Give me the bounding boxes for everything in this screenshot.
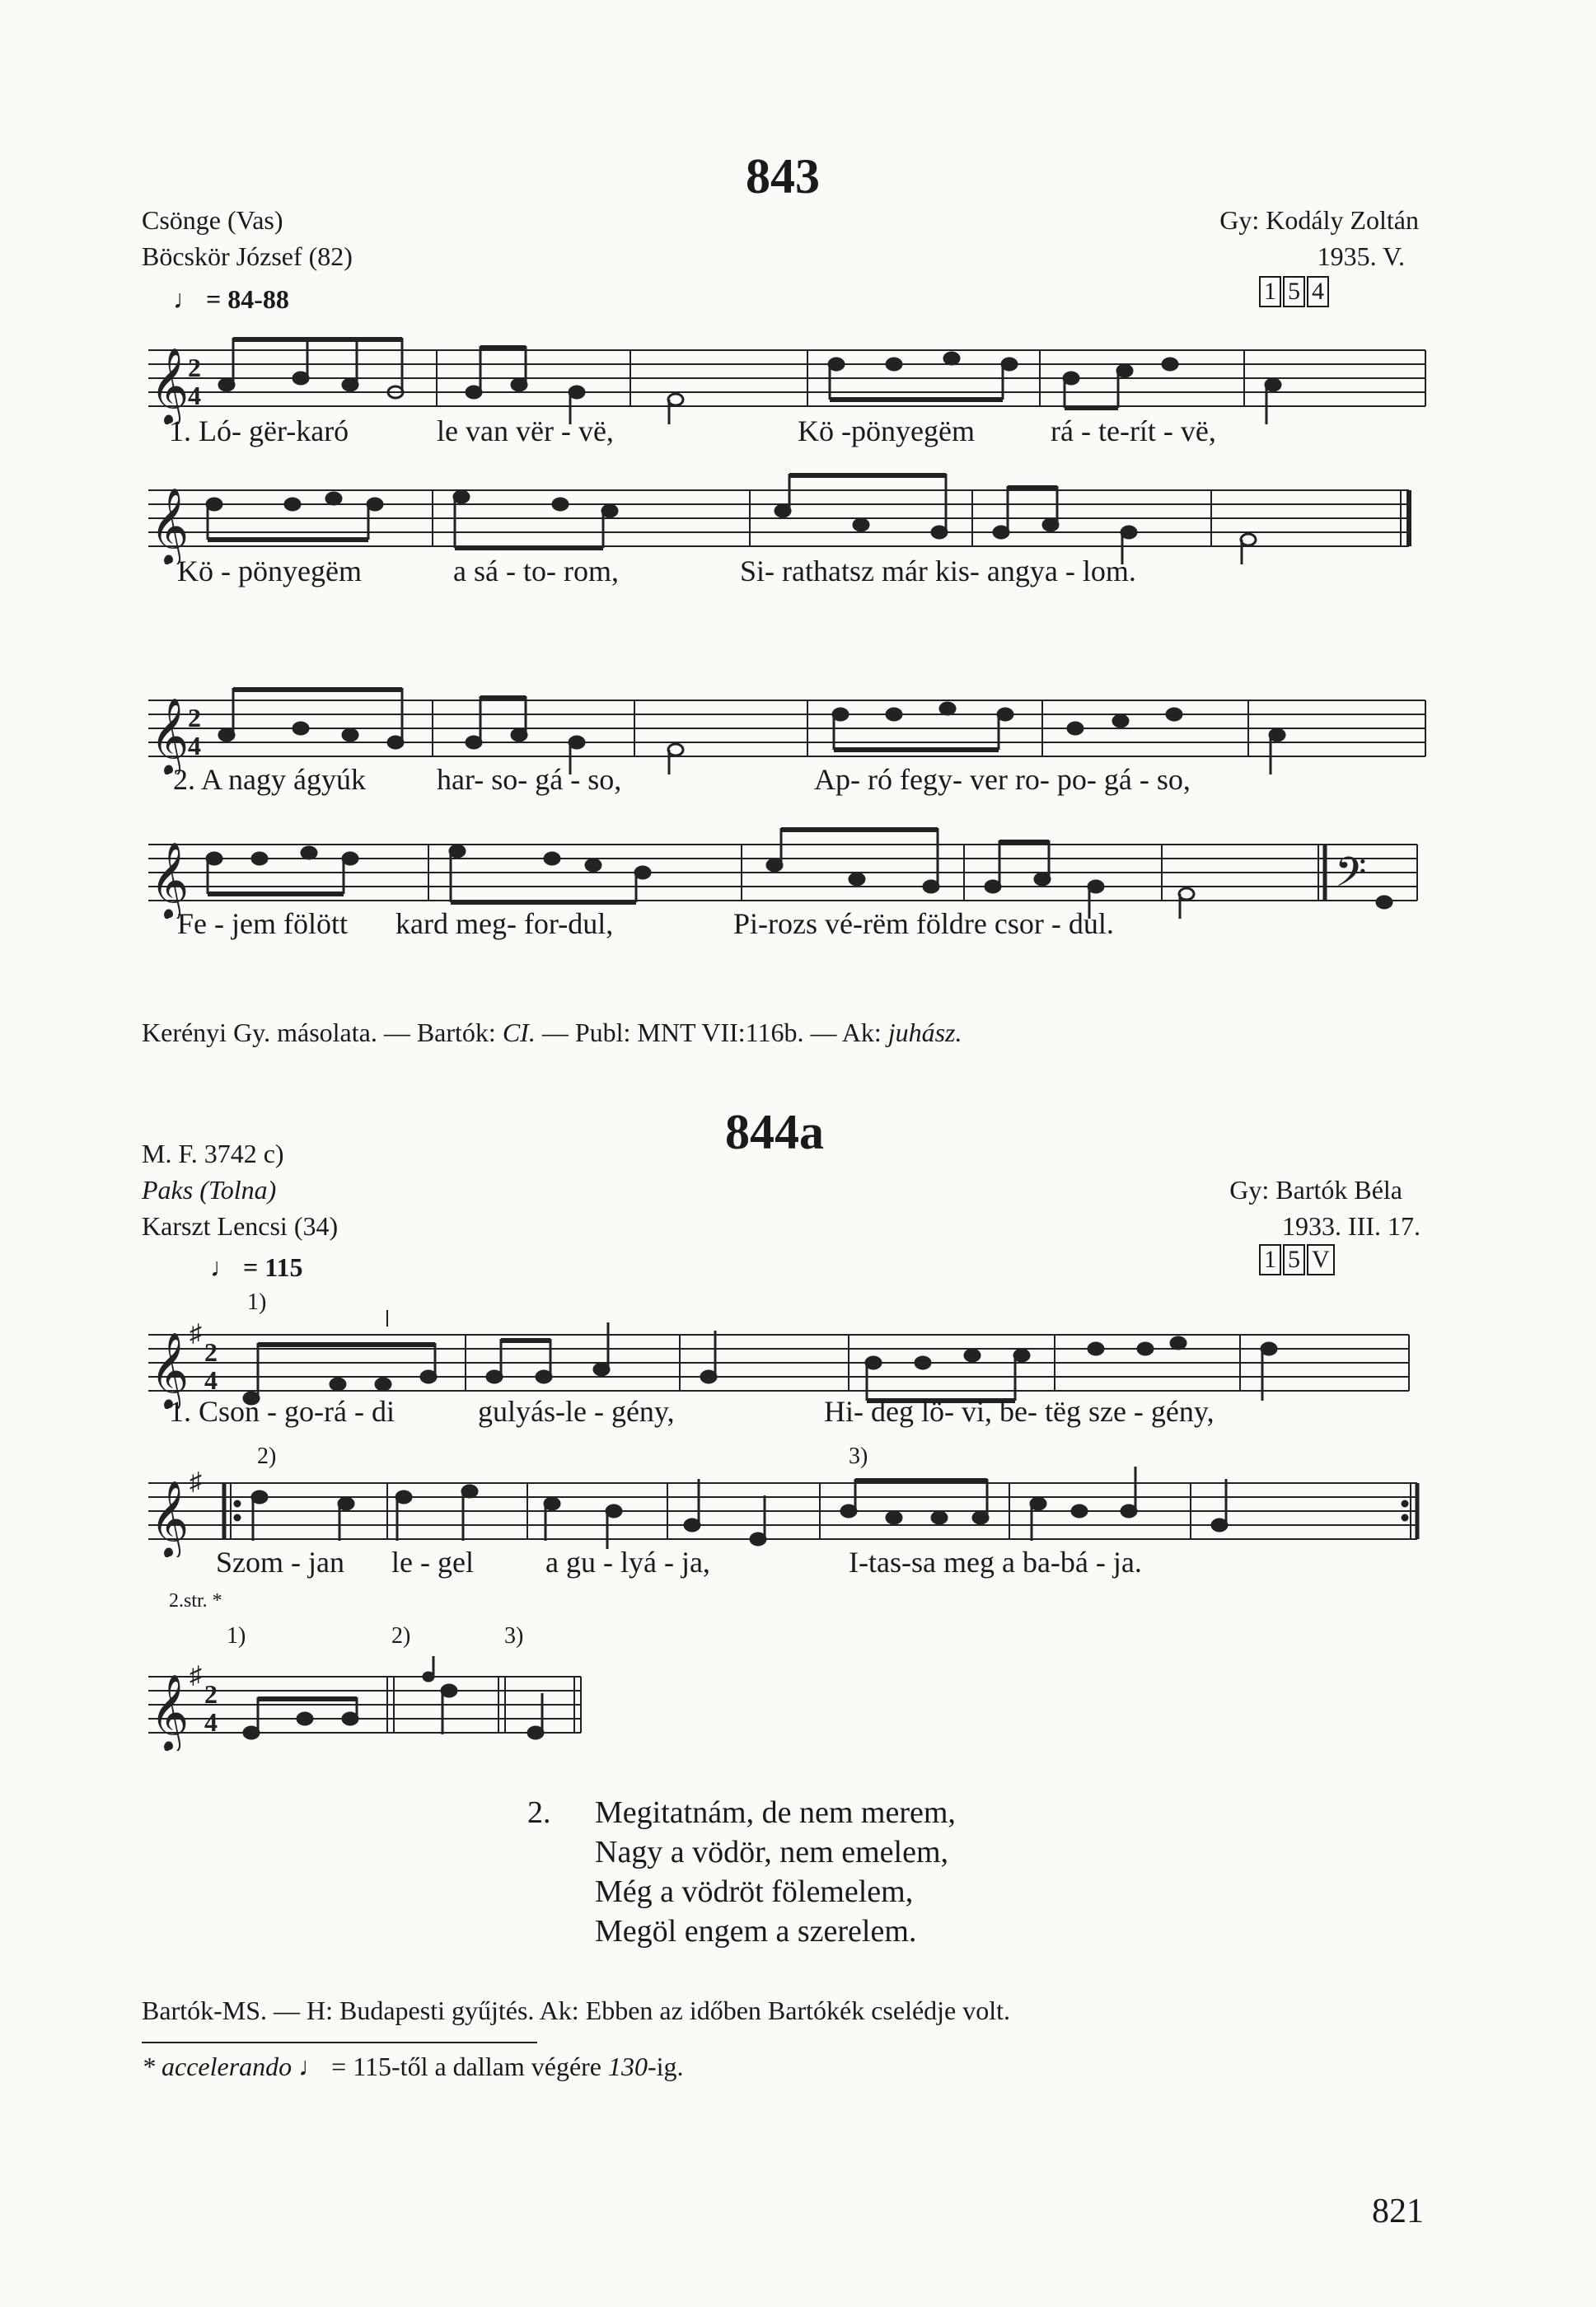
source-note: Kerényi Gy. másolata. — Bartók: CI. — Publ: MNT VII:116b. — Ak: juhász. (142, 1018, 962, 1047)
svg-text:𝄞: 𝄞 (150, 347, 190, 423)
lyrics-line: 1. Cson - go-rá - di (169, 1395, 395, 1428)
place: Csönge (Vas) (142, 205, 283, 235)
lyrics-line: Hi- deg lö- vi, be- tëg sze - gény, (824, 1395, 1215, 1428)
lyrics-line: Pi-rozs vé-rëm földre csor - dul. (733, 907, 1114, 940)
verse-line: Még a vödröt fölemelem, (595, 1874, 914, 1909)
tempo-mark: ♩ = 115 (210, 1252, 303, 1282)
music-staff (148, 325, 1434, 424)
svg-text:𝄞: 𝄞 (150, 1480, 190, 1556)
singer: Böcskör József (82) (142, 241, 353, 271)
svg-text:♯: ♯ (190, 1468, 202, 1495)
date: 1933. III. 17. (1282, 1211, 1420, 1241)
svg-text:𝄞: 𝄞 (150, 1673, 190, 1750)
lyrics-line: kard meg- for-dul, (395, 907, 614, 940)
lyrics-line: Kö - pönyegëm (177, 555, 362, 587)
lyrics-line: 2. A nagy ágyúk (173, 763, 366, 796)
music-staff (148, 466, 1434, 564)
lyrics-line: a sá - to- rom, (453, 555, 619, 587)
svg-text:2: 2 (204, 1679, 218, 1709)
svg-text:♯: ♯ (190, 1662, 202, 1689)
lyrics-line: a gu - lyá - ja, (545, 1546, 710, 1579)
music-staff (148, 1458, 1434, 1557)
stanza-variant-label: 2.str. * (169, 1590, 222, 1612)
class-boxes (1257, 276, 1329, 307)
svg-text:𝄞: 𝄞 (150, 841, 190, 918)
svg-text:2: 2 (188, 703, 201, 732)
archive-number: M. F. 3742 c) (142, 1139, 284, 1168)
place: Paks (Tolna) (142, 1175, 277, 1205)
song-number-844a: 844a (725, 1105, 824, 1159)
variant-mark: 2) (257, 1444, 277, 1469)
lyrics-line: har- so- gá - so, (437, 763, 622, 796)
lyrics-line: Si- rathatsz már kis- angya - lom. (740, 555, 1136, 587)
lyrics-line: Ap- ró fegy- ver ro- po- gá - so, (814, 763, 1191, 796)
verse-line: Nagy a vödör, nem emelem, (595, 1835, 949, 1869)
music-staff-variant (148, 1652, 593, 1751)
svg-text:𝄞: 𝄞 (150, 1331, 190, 1408)
song-number-843: 843 (746, 149, 820, 204)
lyrics-line: rá - te-rít - vë, (1051, 414, 1216, 447)
class-boxes (1257, 1244, 1335, 1275)
class-box: 5 (1283, 1244, 1305, 1275)
verse-text (595, 1793, 956, 1951)
class-box: 5 (1283, 276, 1305, 307)
svg-text:4: 4 (188, 731, 201, 760)
verse-line: Megöl engem a szerelem. (595, 1914, 917, 1949)
lyrics-line: Szom - jan (216, 1546, 344, 1579)
class-box: 4 (1307, 276, 1329, 307)
lyrics-line: le van vër - vë, (437, 414, 614, 447)
lyrics-line: Fe - jem fölött (177, 907, 348, 940)
variant-mark: 3) (504, 1623, 524, 1649)
svg-text:2: 2 (188, 353, 201, 382)
verse-line: Megitatnám, de nem merem, (595, 1795, 956, 1830)
footnote: * accelerando ♩ = 115-től a dallam végére 130-ig. (142, 2052, 684, 2081)
lyrics-line: 1. Ló- gër-karó (169, 414, 349, 447)
variant-mark: 1) (227, 1623, 246, 1649)
variant-mark: 1) (247, 1289, 267, 1315)
collector: Gy: Kodály Zoltán (1219, 205, 1419, 235)
variant-mark: 3) (849, 1444, 868, 1469)
tempo-mark: ♩ = 84-88 (173, 284, 289, 314)
music-staff (148, 676, 1434, 774)
svg-text:4: 4 (204, 1707, 218, 1737)
lyrics-line: I-tas-sa meg a ba-bá - ja. (849, 1546, 1142, 1579)
svg-text:𝄞: 𝄞 (150, 697, 190, 774)
date: 1935. V. (1317, 241, 1405, 271)
variant-mark: 2) (391, 1623, 411, 1649)
class-box: 1 (1259, 1244, 1281, 1275)
svg-text:4: 4 (204, 1365, 218, 1395)
svg-text:𝄞: 𝄞 (150, 487, 190, 564)
verse-number: 2. (527, 1795, 551, 1830)
svg-text:2: 2 (204, 1337, 218, 1367)
lyrics-line: le - gel (391, 1546, 474, 1579)
lyrics-line: Kö -pönyegëm (798, 414, 975, 447)
page-number: 821 (1372, 2192, 1424, 2230)
source-note: Bartók-MS. — H: Budapesti gyűjtés. Ak: Ebben az időben Bartókék cselédje volt. (142, 1996, 1011, 2025)
lyrics-line: gulyás-le - gény, (478, 1395, 675, 1428)
svg-text:𝄢: 𝄢 (1335, 849, 1367, 906)
music-staff (148, 820, 1434, 919)
footnote-divider (142, 2042, 537, 2043)
svg-text:4: 4 (188, 381, 201, 410)
class-box: 1 (1259, 276, 1281, 307)
svg-text:♯: ♯ (190, 1320, 202, 1347)
singer: Karszt Lencsi (34) (142, 1211, 339, 1241)
class-box: V (1307, 1244, 1335, 1275)
collector: Gy: Bartók Béla (1229, 1175, 1402, 1205)
